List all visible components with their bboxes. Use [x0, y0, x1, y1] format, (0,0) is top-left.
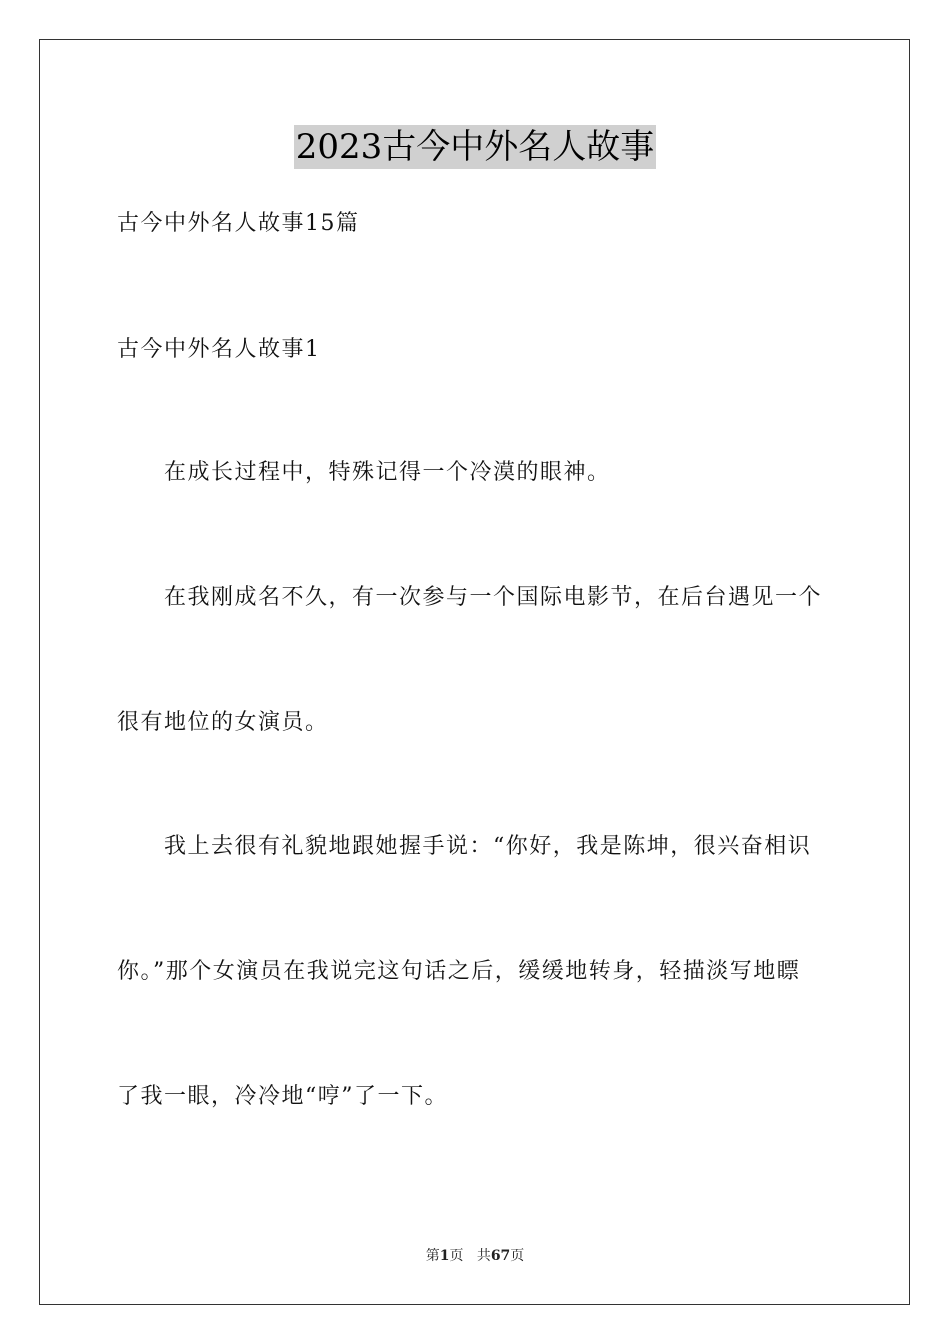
total-prefix: 共 — [476, 1248, 491, 1264]
paragraph-line: 在成长过程中，特殊记得一个冷漠的眼神。 — [164, 460, 611, 485]
title-container — [0, 125, 950, 169]
document-title: 2023古今中外名人故事 — [295, 127, 655, 167]
page-suffix: 页 — [449, 1248, 464, 1264]
page-number: 1 — [439, 1248, 450, 1264]
total-suffix: 页 — [510, 1248, 525, 1264]
paragraph-line: 我上去很有礼貌地跟她握手说：“你好，我是陈坤，很兴奋相识 — [164, 834, 812, 859]
paragraph-line: 你。”那个女演员在我说完这句话之后，缓缓地转身，轻描淡写地瞟 — [117, 959, 801, 984]
paragraph-line: 在我刚成名不久，有一次参与一个国际电影节，在后台遇见一个 — [164, 585, 823, 610]
document-subtitle: 古今中外名人故事15篇 — [117, 211, 360, 236]
paragraph-line: 了我一眼，冷冷地“哼”了一下。 — [117, 1084, 448, 1109]
page-total: 67 — [490, 1248, 511, 1264]
paragraph-line: 很有地位的女演员。 — [117, 710, 329, 735]
page-prefix: 第 — [425, 1248, 440, 1264]
section-heading: 古今中外名人故事1 — [117, 337, 321, 362]
page-footer — [0, 1246, 950, 1266]
